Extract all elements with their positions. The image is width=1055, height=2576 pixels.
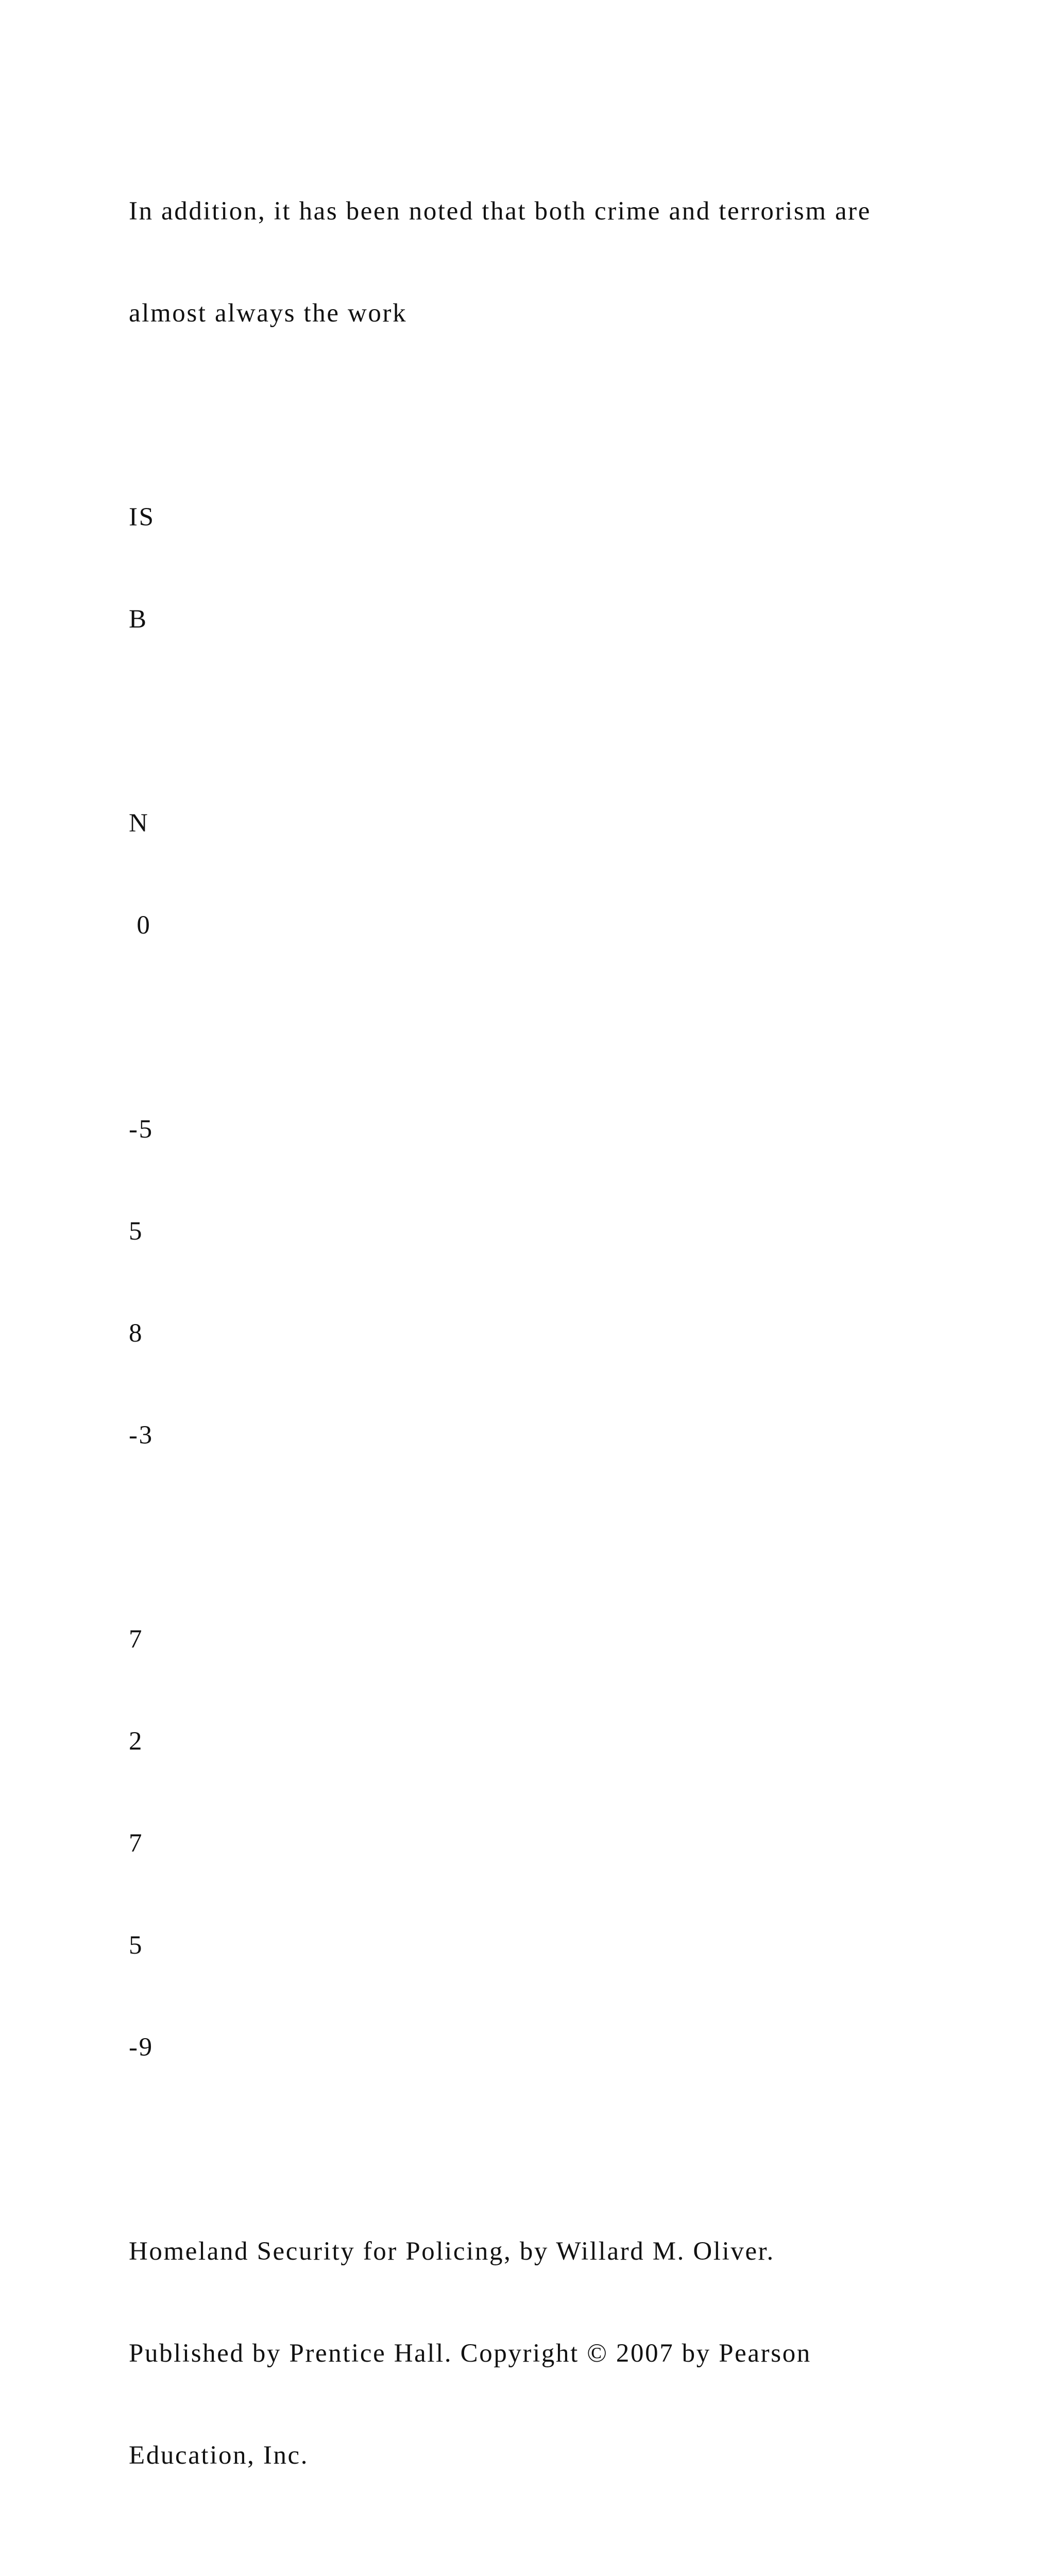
text-line [129,2540,1005,2574]
citation-line: Homeland Security for Policing, by Willard M. Oliver. [129,2237,775,2266]
text-line: 0 [129,911,151,940]
text-line: N [129,809,149,838]
text-line: -3 [129,1421,154,1450]
text-line: 5 [129,1931,144,1960]
text-line: 7 [129,1625,144,1654]
text-line: B [129,605,148,634]
text-line [129,1520,1005,1554]
text-line: In addition, it has been noted that both crime and terrorism are [129,197,872,226]
text-line [129,398,1005,432]
citation-line: Published by Prentice Hall. Copyright © 2007 by Pearson [129,2339,811,2368]
text-line: -5 [129,1115,154,1144]
text-line: -9 [129,2033,154,2062]
text-line: 8 [129,1319,144,1348]
text-line [129,704,1005,738]
text-line: 5 [129,1217,144,1246]
text-line [129,1010,1005,1044]
text-line: almost always the work [129,299,407,328]
text-line: 2 [129,1727,144,1756]
document-text [129,126,1005,2576]
text-line: 7 [129,1829,144,1858]
text-line [129,2132,1005,2166]
text-line: IS [129,503,155,532]
citation-line: Education, Inc. [129,2441,309,2470]
